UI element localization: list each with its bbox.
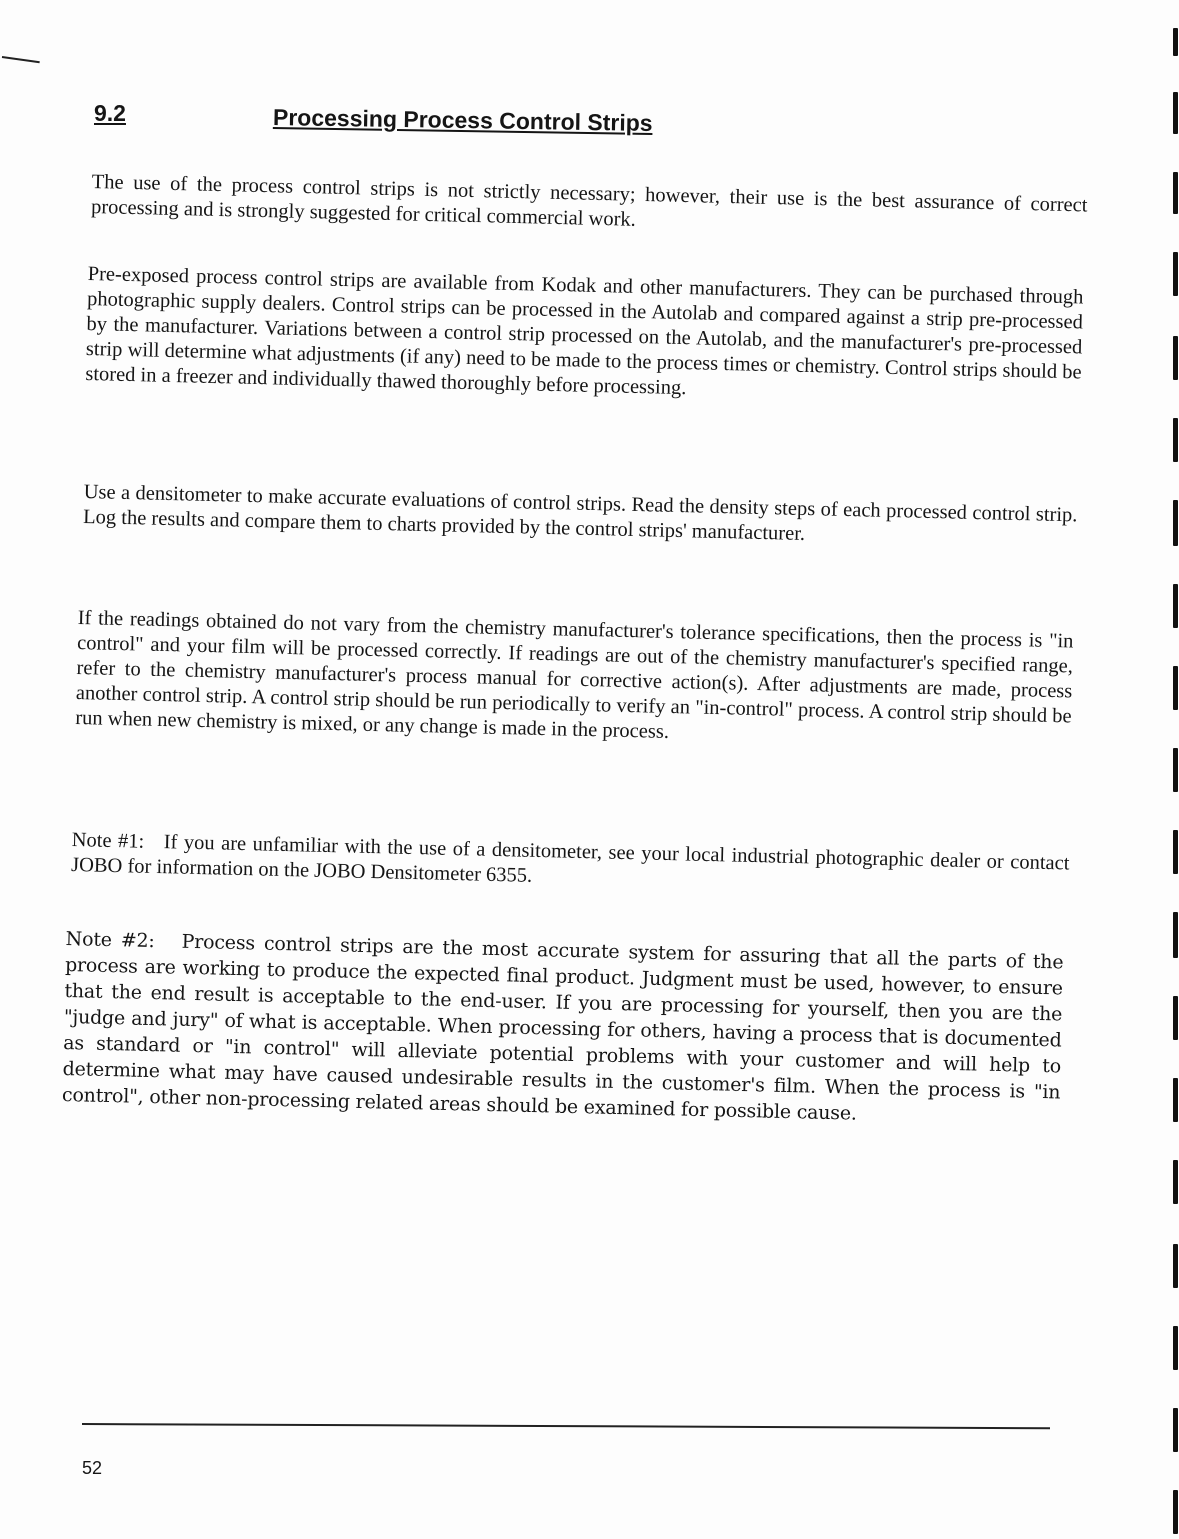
binder-mark — [1173, 1490, 1178, 1534]
binder-mark — [1173, 748, 1178, 792]
paragraph-pre-exposed-strips: Pre-exposed process control strips are available from Kodak and other manufacturers. They can be purchased through photographic supply dealers. Control strips can be processed in the Autolab and compared against a strip pre-processed by the manufacturer. Variations between a control strip processed on the Autolab, and the manufacturer's pre-processed strip will determine what adjustments (if any) need to be made to the process times or chemistry. Control strips should be stored in a freezer and individually thawed thoroughly before processing. — [85, 262, 1084, 400]
binder-mark — [1173, 1160, 1178, 1204]
section-heading — [92, 100, 792, 140]
binder-mark — [1173, 252, 1178, 296]
section-title: Processing Process Control Strips — [272, 104, 653, 136]
binder-mark — [1173, 1408, 1178, 1452]
paragraph-intro: The use of the process control strips is not strictly necessary; however, their use is the best assurance of correct processing and is strongly suggested for critical commercial work. — [90, 170, 1088, 231]
note-1-text: If you are unfamiliar with the use of a densitometer, see your local industrial photographic dealer or contact JOBO for information on the JOBO Densitometer 6355. — [70, 831, 1070, 887]
note-1-label: Note #1: — [71, 828, 145, 853]
binder-mark — [1173, 1326, 1178, 1370]
binder-mark — [1173, 336, 1178, 380]
scan-mark — [2, 56, 40, 63]
binder-mark — [1173, 500, 1178, 546]
paragraph-readings: If the readings obtained do not vary from the chemistry manufacturer's tolerance specifications, then the process is "in control" and your film will be processed correctly. If readings are out of the chemistry manufacturer's specified range, refer to the chemistry manufacturer's process manual for corrective action(s). After adjustments are made, process another control strip. A control strip should be run periodically to verify an "in-control" process. A control strip should be run when new chemistry is mixed, or any change is made in the process. — [75, 606, 1074, 743]
binder-mark — [1173, 666, 1178, 710]
note-1 — [71, 828, 1070, 901]
note-2 — [62, 926, 1064, 1131]
binder-mark — [1173, 172, 1178, 214]
binder-mark — [1173, 996, 1178, 1040]
page-number: 52 — [82, 1458, 103, 1478]
binder-mark — [1173, 1244, 1178, 1288]
binder-mark — [1173, 28, 1178, 56]
paragraph-densitometer: Use a densitometer to make accurate evaluations of control strips. Read the density steps of each processed control strip. Log the results and compare them to charts provided by the control strips' manufacturer. — [82, 480, 1078, 545]
note-2-text: Process control strips are the most accurate system for assuring that all the parts of the process are working to produce the expected final product. Judgment must be used, however, to ensure that the end result is acceptable to the end-user. If you are processing for yourself, then you are the "judge and jury" of what is acceptable. When processing for others, having a process that is documented as standard or "in control" will alleviate potential problems with your customer and will help to determine what may have caused undesirable results in the customer's film. When the process is "in control", other non-processing related areas should be examined for possible cause. — [61, 930, 1064, 1125]
binder-mark — [1173, 584, 1178, 628]
binder-mark — [1173, 912, 1178, 958]
footer-divider — [82, 1423, 1050, 1429]
section-number: 9.2 — [94, 100, 126, 126]
binder-mark — [1173, 418, 1178, 462]
binder-mark — [1173, 1078, 1178, 1122]
note-2-label: Note #2: — [65, 927, 155, 953]
binder-mark — [1173, 92, 1178, 134]
binder-mark — [1173, 830, 1178, 874]
